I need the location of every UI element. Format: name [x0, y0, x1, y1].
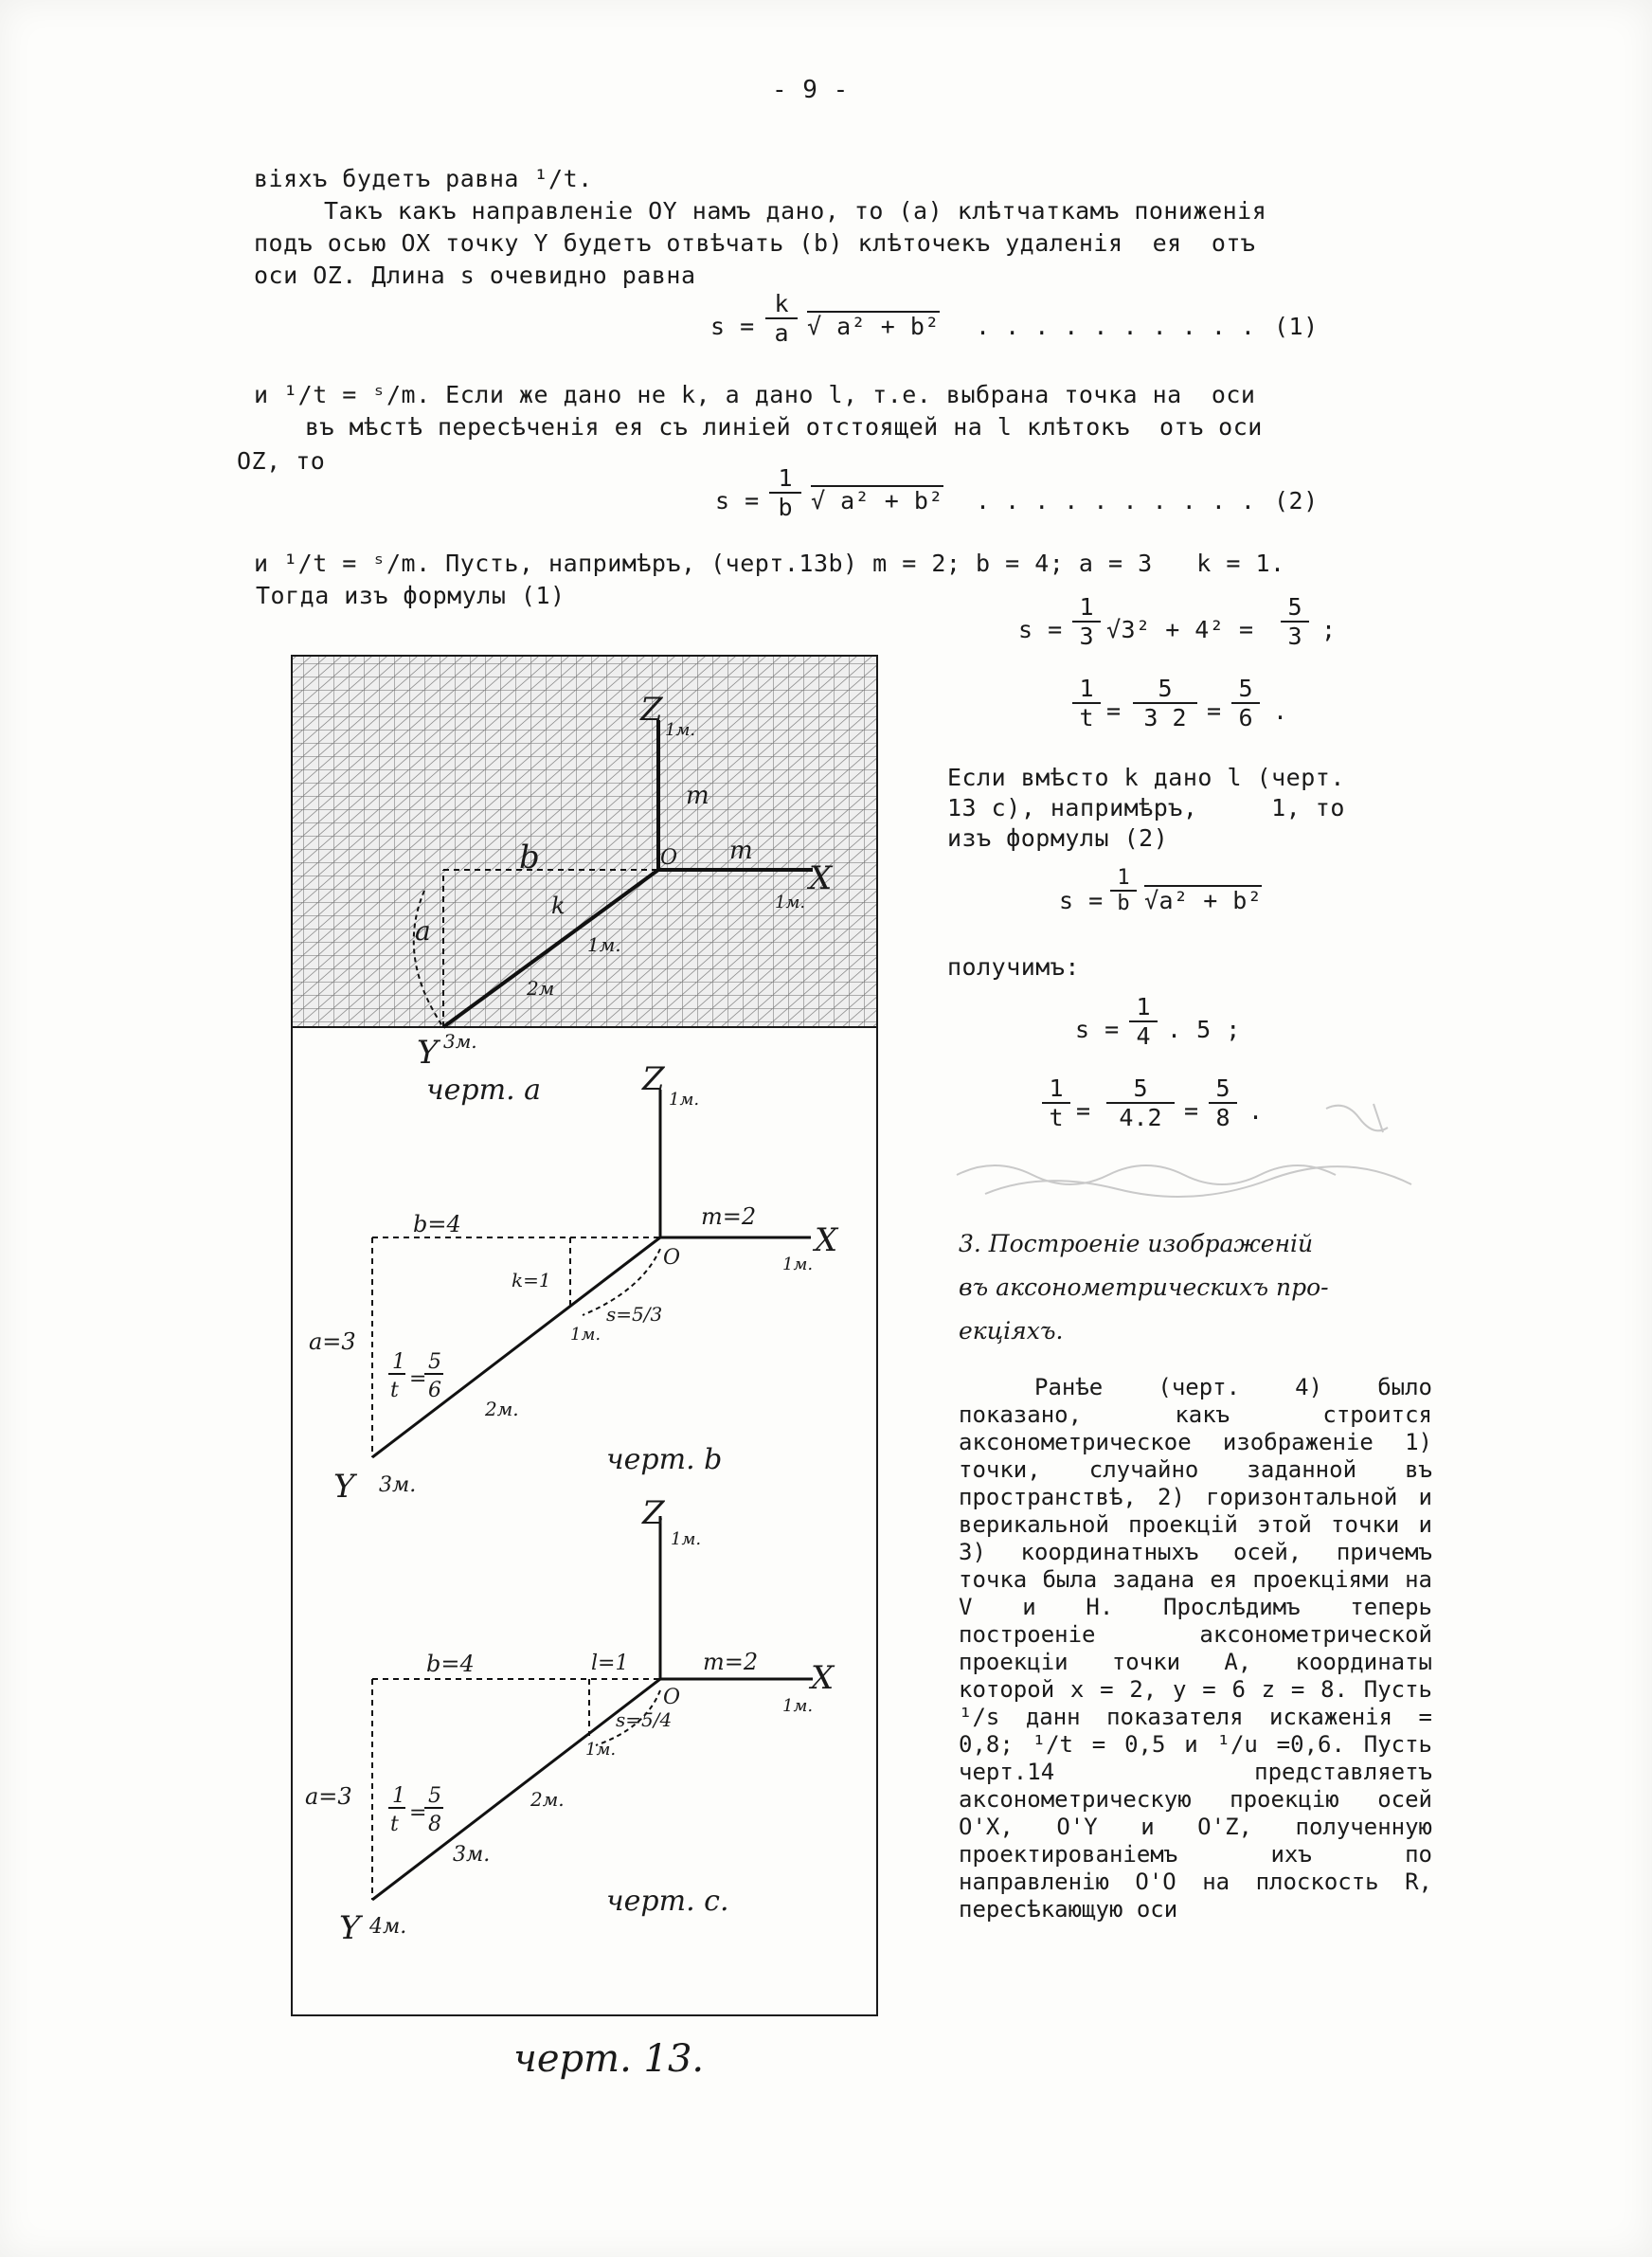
unit-3-a: 3м. — [443, 1030, 477, 1053]
label-k-a: k — [551, 893, 566, 919]
text-line-9: Тогда изъ формулы (1) — [256, 582, 566, 609]
axis-x-b: X — [815, 1221, 838, 1259]
unit-3-c: 3м. — [453, 1843, 491, 1867]
label-k-b: k=1 — [512, 1269, 551, 1291]
axis-x-a: X — [809, 859, 833, 897]
svg-text:=: = — [409, 1801, 427, 1825]
unit-2-b: 2м. — [485, 1398, 519, 1420]
right-text-poluchim: получимъ: — [947, 953, 1080, 981]
axis-o-b: O — [663, 1246, 681, 1270]
text-line-1: віяхъ будетъ равна ¹/t. — [254, 165, 593, 192]
label-a-a: a — [415, 915, 431, 947]
caption-a: черт. a — [426, 1074, 542, 1107]
text-line-6: въ мѣстѣ пересѣченія ея съ линіей отстоящей на l клѣтокъ отъ оси — [305, 413, 1263, 441]
axis-x-c: X — [811, 1659, 835, 1697]
svg-text:1: 1 — [392, 1350, 405, 1374]
caption-b: черт. b — [606, 1443, 723, 1476]
text-line-3: подъ осью OX точку Y будетъ отвѣчать (b) клѣточекъ удаленія ея отъ — [254, 229, 1256, 257]
svg-text:5: 5 — [428, 1784, 441, 1808]
axis-z-a: Z — [640, 691, 663, 729]
label-m-x-a: m — [729, 837, 753, 865]
label-b-a: b — [519, 839, 540, 876]
svg-text:t: t — [390, 1813, 399, 1836]
svg-text:1: 1 — [392, 1784, 405, 1808]
unit-1-c: 1м. — [585, 1740, 617, 1760]
label-t-c — [388, 1784, 443, 1836]
right-text-2: 13 с), напримѣръ, 1, то — [947, 794, 1345, 822]
caption-c: черт. c. — [606, 1885, 729, 1918]
pencil-marks — [928, 1090, 1459, 1213]
label-s-c: s=5/4 — [616, 1708, 673, 1731]
label-m-z-a: m — [686, 782, 709, 810]
label-t-b — [388, 1350, 443, 1402]
right-text-1: Если вмѣсто k дано l (черт. — [947, 764, 1345, 791]
axis-z-b: Z — [642, 1060, 665, 1098]
svg-text:=: = — [409, 1367, 427, 1391]
unit-x-b: 1м. — [782, 1255, 814, 1274]
label-l-c: l=1 — [591, 1652, 629, 1675]
text-line-2: Такъ какъ направленіе OY намъ дано, то (а) клѣтчаткамъ пониженія — [324, 197, 1267, 225]
unit-x-c: 1м. — [782, 1696, 814, 1716]
axis-y-c: Y — [339, 1909, 361, 1947]
text-line-8: и ¹/t = ˢ/m. Пусть, напримѣръ, (черт.13b) m = 2; b = 4; a = 3 k = 1. — [254, 550, 1285, 577]
label-a-c: a=3 — [305, 1783, 352, 1810]
axis-z-c: Z — [642, 1494, 665, 1532]
axis-o-c: O — [663, 1686, 681, 1709]
unit-2-a: 2м — [527, 977, 555, 1000]
unit-z-c: 1м. — [671, 1529, 702, 1549]
unit-4-c: 4м. — [369, 1915, 407, 1939]
grid-panel-a — [292, 656, 877, 1027]
text-line-5: и ¹/t = ˢ/m. Если же дано не k, а дано l, т.е. выбрана точка на оси — [254, 381, 1256, 408]
unit-z-a: 1м. — [665, 720, 696, 740]
diagram-c — [372, 1516, 813, 1900]
svg-text:6: 6 — [428, 1379, 441, 1402]
right-text-3: изъ формулы (2) — [947, 824, 1169, 852]
unit-x-a: 1м. — [775, 893, 806, 912]
svg-text:t: t — [390, 1379, 399, 1402]
unit-2-c: 2м. — [530, 1788, 565, 1811]
figure-caption: черт. 13. — [513, 2037, 705, 2081]
label-b-c: b=4 — [426, 1651, 475, 1677]
unit-z-b: 1м. — [669, 1090, 700, 1110]
text-line-7: OZ, то — [237, 447, 326, 475]
page-number: - 9 - — [772, 76, 849, 104]
label-b-b: b=4 — [413, 1211, 461, 1237]
text-line-4: оси OZ. Длина s очевидно равна — [254, 262, 696, 289]
figure-13 — [284, 654, 900, 2104]
label-a-b: a=3 — [309, 1328, 356, 1355]
axis-o-a: O — [660, 846, 678, 870]
axis-y-a: Y — [417, 1034, 439, 1072]
unit-1-b: 1м. — [570, 1325, 602, 1345]
svg-text:5: 5 — [428, 1350, 441, 1374]
section-heading: 3. Построеніе изображеній въ аксонометрическихъ про- екціяхъ. — [959, 1230, 1329, 1345]
label-m-c: m=2 — [703, 1649, 759, 1675]
axis-y-b: Y — [333, 1468, 355, 1506]
unit-1-a: 1м. — [587, 933, 621, 956]
section-body: Ранѣе (черт. 4) было показано, какъ строится аксонометрическое изображеніе 1) точки, случайно заданной въ пространствѣ, 2) горизонтальной и верикальной проекцій этой точки и 3) координатныхъ осей, причемъ точка была задана ея проекціями на V и H. Прослѣдимъ теперь построеніе аксонометрической проекціи точки А, координаты которой x = 2, y = 6 z = 8. Пусть ¹/s данн показателя искаженія = 0,8; ¹/t = 0,5 и ¹/u =0,6. Пусть черт.14 представляетъ аксонометрическую проекцію осей O'X, O'Y и O'Z, полученную проектированіемъ ихъ по направленію O'O на плоскость R, пересѣкающую оси — [959, 1374, 1432, 1923]
svg-text:8: 8 — [428, 1813, 441, 1836]
label-s-b: s=5/3 — [606, 1303, 663, 1326]
label-m-b: m=2 — [701, 1203, 757, 1230]
unit-3-b: 3м. — [379, 1473, 417, 1497]
